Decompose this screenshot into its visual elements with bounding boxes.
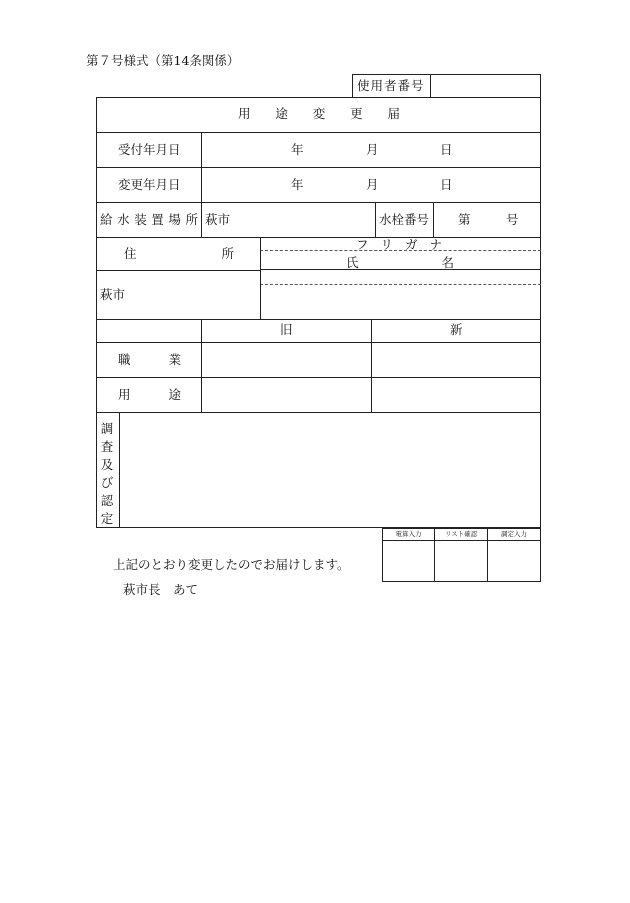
form-table bbox=[96, 97, 541, 528]
usage-label: 用 途 bbox=[118, 387, 181, 402]
hydrant-number-label: 水栓番号 bbox=[379, 212, 430, 227]
hydrant-number-prefix: 第 bbox=[458, 212, 471, 227]
changed-year-unit: 年 bbox=[291, 177, 304, 192]
changed-date-label: 変更年月日 bbox=[118, 177, 181, 192]
changed-day-unit: 日 bbox=[440, 177, 453, 192]
address-label: 住 所 bbox=[124, 246, 234, 261]
received-date-label: 受付年月日 bbox=[118, 142, 181, 157]
furigana-label: フ リ ガ ナ bbox=[356, 237, 442, 252]
received-year-unit: 年 bbox=[291, 142, 304, 157]
stamp-adjust-input-label: 調定入力 bbox=[501, 530, 527, 538]
survey-label: 調 査 及 び 認 定 bbox=[100, 421, 114, 526]
notice-text: 上記のとおり変更したのでお届けします。 bbox=[113, 557, 350, 572]
received-day-unit: 日 bbox=[440, 142, 453, 157]
occupation-label: 職 業 bbox=[118, 352, 181, 367]
hydrant-number-suffix: 号 bbox=[506, 212, 519, 227]
form-number: 第７号様式（第14条関係） bbox=[86, 53, 240, 68]
stamp-calc-input-label: 電算入力 bbox=[395, 530, 422, 538]
addressee: 萩市長 あて bbox=[123, 582, 199, 597]
form-title: 用 途 変 更 届 bbox=[238, 106, 400, 121]
old-label: 旧 bbox=[280, 322, 293, 337]
user-number-field[interactable] bbox=[431, 75, 540, 97]
changed-month-unit: 月 bbox=[366, 177, 379, 192]
stamp-list-check-label: リスト確認 bbox=[444, 530, 478, 538]
device-location-value: 萩市 bbox=[205, 212, 231, 227]
received-month-unit: 月 bbox=[366, 142, 379, 157]
address-value: 萩市 bbox=[100, 287, 126, 302]
device-location-label: 給 水 装 置 場 所 bbox=[100, 212, 198, 227]
user-number-label: 使用者番号 bbox=[357, 78, 425, 93]
name-label: 氏 名 bbox=[346, 255, 454, 270]
new-label: 新 bbox=[450, 322, 463, 337]
